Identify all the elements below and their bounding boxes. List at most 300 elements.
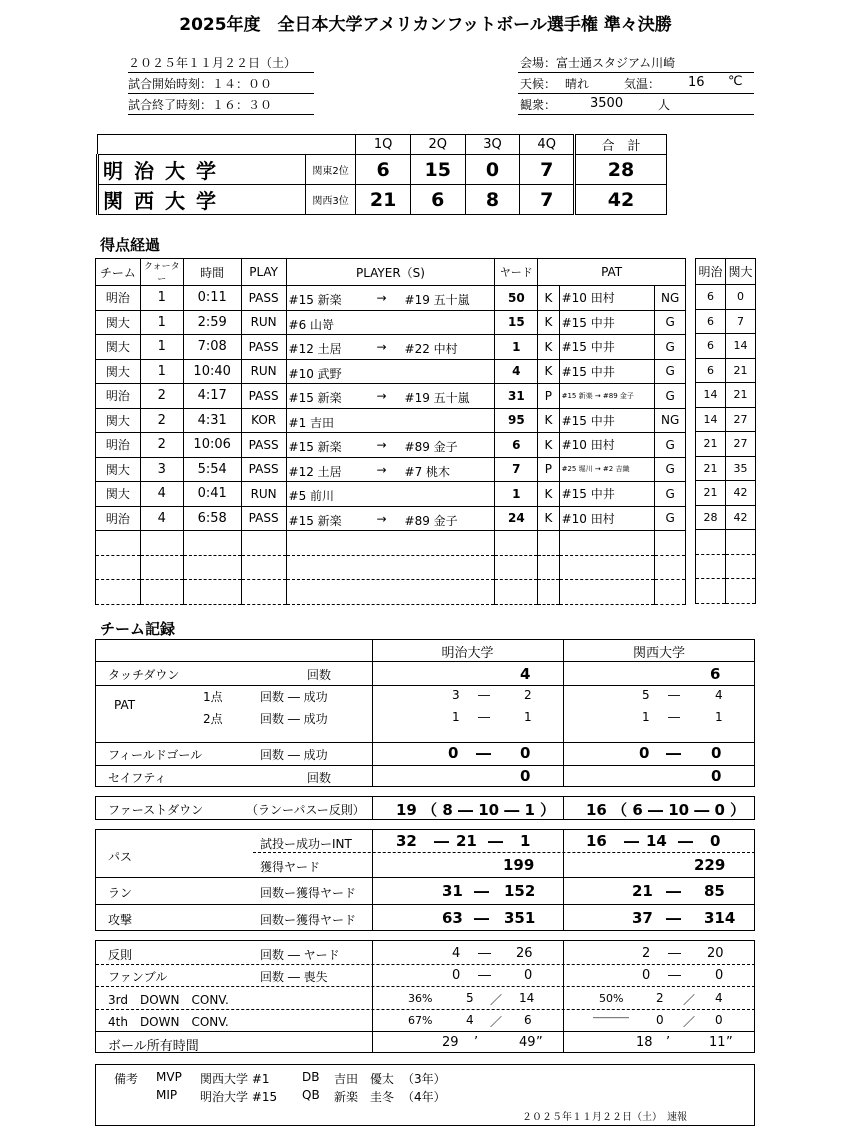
time-cell: 0:11 <box>183 286 241 311</box>
records-block-misc <box>95 940 755 1053</box>
minute-mark: ’ <box>666 1035 671 1050</box>
team-cell: 明治 <box>96 286 141 311</box>
end-time: 試合終了時刻：１６：３０ <box>128 98 273 112</box>
blank-cell <box>286 555 495 580</box>
run-unit: 回数ー獲得ヤード <box>260 886 357 900</box>
quarter-cell: 4 <box>140 506 183 531</box>
pat-result-cell: G <box>655 457 686 482</box>
dash: ― <box>478 946 491 961</box>
players-cell <box>286 408 495 433</box>
pat-type-cell: P <box>538 384 559 409</box>
second-mark: ” <box>726 1035 733 1050</box>
arrow-icon: → <box>376 511 387 526</box>
meiji-score: 6 <box>696 358 726 383</box>
run-a-att: 31 <box>442 882 463 900</box>
kandai-score: 42 <box>726 481 756 506</box>
team-cell: 関大 <box>96 359 141 384</box>
time-cell: 4:17 <box>183 384 241 409</box>
running-row <box>696 407 756 432</box>
fd-unit: （ランーパスー反則） <box>246 803 365 817</box>
fd-a: 19 （ 8 ― 10 ― 1 ） <box>396 801 556 819</box>
team-rank: 関西3位 <box>305 185 355 215</box>
q3-header: 3Q <box>465 135 520 155</box>
q4-header: 4Q <box>520 135 575 155</box>
pat-player-cell: #15 中井 <box>559 359 655 384</box>
blank-cell <box>183 580 241 605</box>
game-date: ２０２５年１１月２２日（土） <box>128 56 297 70</box>
quarter-cell: 1 <box>140 286 183 311</box>
fum-b-count: 0 <box>642 968 651 983</box>
pat-result-cell: G <box>655 310 686 335</box>
3rd-down-label: 3rd DOWN CONV. <box>108 993 229 1007</box>
dash: ― <box>478 710 490 724</box>
play-cell: RUN <box>241 310 286 335</box>
players-cell <box>286 457 495 482</box>
safety-label: セイフティ <box>108 771 167 785</box>
pat-type-cell: K <box>538 310 559 335</box>
pat-result-cell: G <box>655 482 686 507</box>
blank-cell <box>655 531 686 556</box>
pat-player-cell: #15 新楽 → #89 金子 <box>559 384 655 409</box>
players-cell <box>286 433 495 458</box>
slash: ／ <box>683 1015 696 1029</box>
dash: ― <box>474 882 489 900</box>
kandai-score: 21 <box>726 383 756 408</box>
pat-label: PAT <box>114 698 136 712</box>
running-row <box>696 285 756 310</box>
play-cell: RUN <box>241 482 286 507</box>
col-time: 時間 <box>183 259 241 286</box>
col-pat: PAT <box>538 259 686 286</box>
team-a-header: 明治大学 <box>441 646 494 661</box>
blank-cell <box>140 531 183 556</box>
time-cell: 10:40 <box>183 359 241 384</box>
quarter-score: 7 <box>520 155 575 185</box>
scoring-table <box>95 258 686 605</box>
pass-unit: 試投ー成功ーINT <box>260 837 352 851</box>
blank-cell <box>655 580 686 605</box>
pat-1pt-label: 1点 <box>203 690 223 704</box>
blank-cell <box>183 531 241 556</box>
running-row <box>696 432 756 457</box>
pat-result-cell: NG <box>655 408 686 433</box>
blank-row <box>96 531 686 556</box>
off-a-yd: 351 <box>504 909 536 927</box>
temp-unit: ℃ <box>728 74 743 89</box>
pat-player-cell: #10 田村 <box>559 506 655 531</box>
play-cell: PASS <box>241 506 286 531</box>
time-cell: 4:31 <box>183 408 241 433</box>
safety-b: 0 <box>711 767 722 785</box>
pat-type-cell: K <box>538 506 559 531</box>
players-cell <box>286 359 495 384</box>
running-score-table <box>695 258 756 604</box>
attendance-label: 観衆： <box>520 98 557 112</box>
passer: #15 新楽 <box>288 513 342 528</box>
blank-cell <box>696 579 726 604</box>
pat-result-cell: G <box>655 433 686 458</box>
team-name: 明治大学 <box>98 155 306 185</box>
blank-cell <box>140 580 183 605</box>
blank-cell <box>726 530 756 555</box>
run-b-yd: 85 <box>704 882 725 900</box>
running-row <box>696 505 756 530</box>
players-cell <box>286 384 495 409</box>
blank-cell <box>96 531 141 556</box>
pat-type-cell: K <box>538 408 559 433</box>
pat-type-cell: K <box>538 335 559 360</box>
team-cell: 明治 <box>96 506 141 531</box>
pat-result-cell: G <box>655 506 686 531</box>
scoring-row <box>96 408 686 433</box>
top-a-sec: 49 <box>519 1035 536 1050</box>
kandai-score: 0 <box>726 285 756 310</box>
yard-cell: 31 <box>495 384 538 409</box>
blank-cell <box>495 555 538 580</box>
fg-label: フィールドゴール <box>108 748 203 762</box>
pat-player-cell: #15 中井 <box>559 408 655 433</box>
meiji-score: 21 <box>696 481 726 506</box>
scoring-row <box>96 433 686 458</box>
time-cell: 7:08 <box>183 335 241 360</box>
play-cell: RUN <box>241 359 286 384</box>
meiji-score: 6 <box>696 334 726 359</box>
pass-b-att: 16 <box>586 832 607 850</box>
quarter-cell: 3 <box>140 457 183 482</box>
mip-name: 新楽 圭冬 <box>334 1090 395 1104</box>
kandai-score: 27 <box>726 407 756 432</box>
pat-b1-made: 4 <box>715 688 723 702</box>
d3-b-conv: 2 <box>656 991 664 1005</box>
arrow-icon: → <box>376 291 387 305</box>
mvp-year: （3年） <box>402 1072 446 1086</box>
yard-cell: 1 <box>495 482 538 507</box>
pat-type-cell: K <box>538 482 559 507</box>
quarter-score: 6 <box>410 185 465 215</box>
d4-b-att: 0 <box>715 1013 723 1027</box>
scoring-row <box>96 310 686 335</box>
team-cell: 明治 <box>96 384 141 409</box>
run-label: ラン <box>108 886 133 900</box>
slash: ／ <box>490 1015 503 1029</box>
quarter-cell: 1 <box>140 359 183 384</box>
pen-b-count: 2 <box>642 946 651 961</box>
pat-type-cell: K <box>538 286 559 311</box>
receiver: #22 中村 <box>404 342 458 356</box>
yard-cell: 50 <box>495 286 538 311</box>
pass-a-comp: 21 <box>456 832 477 850</box>
play-cell: KOR <box>241 408 286 433</box>
players-cell <box>286 310 495 335</box>
dash: ― <box>678 832 693 850</box>
pat-type-cell: P <box>538 457 559 482</box>
blank-cell <box>241 555 286 580</box>
blank-cell <box>140 555 183 580</box>
meiji-score: 6 <box>696 285 726 310</box>
dash: ― <box>474 909 489 927</box>
dash: ― <box>476 744 491 762</box>
receiver: #19 五十嵐 <box>404 391 470 405</box>
records-block-offense <box>95 829 755 931</box>
second-mark: ” <box>536 1035 543 1050</box>
blank-cell <box>538 580 559 605</box>
passer: #12 土居 <box>288 464 342 479</box>
blank-cell <box>96 580 141 605</box>
dash: ― <box>478 688 490 702</box>
pat-player-cell: #10 田村 <box>559 286 655 311</box>
off-b-yd: 314 <box>704 909 736 927</box>
col-yard: ヤード <box>495 259 538 286</box>
blank-cell <box>241 580 286 605</box>
mip-year: （4年） <box>402 1090 446 1104</box>
receiver: #89 金子 <box>404 513 458 528</box>
time-cell: 6:58 <box>183 506 241 531</box>
pass-b-yd: 229 <box>694 856 726 874</box>
team-name: 関西大学 <box>98 185 306 215</box>
scoring-title: 得点経過 <box>100 236 161 254</box>
pen-b-yd: 20 <box>707 946 724 961</box>
off-b-plays: 37 <box>632 909 653 927</box>
players-cell <box>286 286 495 311</box>
quarter-cell: 2 <box>140 408 183 433</box>
scoring-row <box>96 286 686 311</box>
d3-b-pct: 50% <box>599 992 624 1005</box>
team-rank: 関東2位 <box>305 155 355 185</box>
pat-player-cell: #15 中井 <box>559 482 655 507</box>
quarter-cell: 4 <box>140 482 183 507</box>
fg-unit: 回数 ― 成功 <box>260 748 328 762</box>
blank-cell <box>286 531 495 556</box>
fum-a-count: 0 <box>452 968 461 983</box>
scoring-row <box>96 482 686 507</box>
play-cell: PASS <box>241 384 286 409</box>
pat-2pt-label: 2点 <box>203 712 223 726</box>
penalty-unit: 回数 ― ヤード <box>260 948 340 962</box>
possession-label: ボール所有時間 <box>108 1039 199 1054</box>
dash: ― <box>666 882 681 900</box>
pat-b2-att: 1 <box>642 710 650 724</box>
fg-b-made: 0 <box>711 744 722 762</box>
scoring-row <box>96 384 686 409</box>
yard-cell: 4 <box>495 359 538 384</box>
receiver: #7 桃木 <box>404 464 451 479</box>
quarter-score: 15 <box>410 155 465 185</box>
blank-cell <box>559 580 655 605</box>
pat-player-cell: #15 中井 <box>559 335 655 360</box>
blank-cell <box>495 531 538 556</box>
col-kandai: 関大 <box>726 259 756 285</box>
mip-pos: QB <box>302 1088 320 1102</box>
d3-a-pct: 36% <box>408 992 433 1005</box>
col-play: PLAY <box>241 259 286 286</box>
run-b-att: 21 <box>632 882 653 900</box>
yard-cell: 24 <box>495 506 538 531</box>
pass-label: パス <box>108 850 133 864</box>
pat-a2-made: 1 <box>524 710 532 724</box>
blank-cell <box>286 580 495 605</box>
dash: ― <box>666 744 681 762</box>
running-row <box>696 383 756 408</box>
run-a-yd: 152 <box>504 882 536 900</box>
mip-team: 明治大学 #15 <box>200 1090 278 1104</box>
yard-cell: 95 <box>495 408 538 433</box>
penalty-label: 反則 <box>108 948 133 962</box>
meiji-score: 21 <box>696 456 726 481</box>
fum-a-lost: 0 <box>524 968 533 983</box>
offense-unit: 回数ー獲得ヤード <box>260 913 357 927</box>
scoring-row <box>96 457 686 482</box>
col-team: チーム <box>96 259 141 286</box>
pat-type-cell: K <box>538 359 559 384</box>
weather-label: 天候： <box>520 77 557 91</box>
d3-a-conv: 5 <box>466 991 474 1005</box>
scoring-row <box>96 359 686 384</box>
passer: #15 新楽 <box>288 391 342 405</box>
blank-row <box>96 580 686 605</box>
pat-result-cell: G <box>655 359 686 384</box>
quarter-cell: 1 <box>140 310 183 335</box>
kandai-score: 42 <box>726 505 756 530</box>
d4-a-att: 6 <box>524 1013 532 1027</box>
pat-result-cell: G <box>655 384 686 409</box>
fg-b-att: 0 <box>639 744 650 762</box>
td-unit: 回数 <box>307 668 332 682</box>
quarter-score: 6 <box>356 155 411 185</box>
team-cell: 関大 <box>96 408 141 433</box>
quarter-score: 21 <box>356 185 411 215</box>
fd-label: ファーストダウン <box>108 803 204 817</box>
fg-a-made: 0 <box>520 744 531 762</box>
blank-cell <box>559 555 655 580</box>
blank-cell <box>726 554 756 579</box>
time-cell: 5:54 <box>183 457 241 482</box>
pass-a-att: 32 <box>396 832 417 850</box>
blank-cell <box>538 555 559 580</box>
blank-cell <box>538 531 559 556</box>
arrow-icon: → <box>376 389 387 403</box>
blank-row <box>696 530 756 555</box>
kandai-score: 21 <box>726 358 756 383</box>
blank-row <box>96 555 686 580</box>
fd-b: 16 （ 6 ― 10 ― 0 ） <box>586 801 746 819</box>
yard-cell: 15 <box>495 310 538 335</box>
players-cell <box>286 482 495 507</box>
temp-label: 気温： <box>624 77 661 91</box>
pat-a1-att: 3 <box>452 688 460 702</box>
players-cell <box>286 506 495 531</box>
safety-a: 0 <box>520 767 531 785</box>
blank-cell <box>726 579 756 604</box>
off-a-plays: 63 <box>442 909 463 927</box>
fg-a-att: 0 <box>448 744 459 762</box>
dash: ― <box>668 946 681 961</box>
pat-result-cell: NG <box>655 286 686 311</box>
td-a: 4 <box>520 665 531 683</box>
kandai-score: 14 <box>726 334 756 359</box>
passer: #6 山嵜 <box>288 317 335 332</box>
blank-cell <box>655 555 686 580</box>
passer: #15 新楽 <box>288 293 342 307</box>
running-row <box>696 309 756 334</box>
attendance-unit: 人 <box>658 98 671 112</box>
pat-b2-made: 1 <box>715 710 723 724</box>
d3-a-att: 14 <box>519 991 535 1005</box>
running-row <box>696 358 756 383</box>
yard-cell: 7 <box>495 457 538 482</box>
yard-cell: 6 <box>495 433 538 458</box>
attendance: 3500 <box>590 96 624 111</box>
slash: ／ <box>683 993 696 1007</box>
records-block-scoring <box>95 639 755 787</box>
safety-unit: 回数 <box>307 771 332 785</box>
mvp-key: MVP <box>156 1070 182 1084</box>
pat-player-cell: #25 堀川 → #2 吉織 <box>559 457 655 482</box>
team-cell: 関大 <box>96 310 141 335</box>
4th-down-label: 4th DOWN CONV. <box>108 1015 229 1029</box>
d4-a-conv: 4 <box>466 1013 474 1027</box>
d3-b-att: 4 <box>715 991 723 1005</box>
meiji-score: 14 <box>696 407 726 432</box>
minute-mark: ’ <box>474 1035 479 1050</box>
team-cell: 関大 <box>96 457 141 482</box>
offense-label: 攻撃 <box>108 913 133 927</box>
notes-label: 備考 <box>114 1072 139 1086</box>
kandai-score: 7 <box>726 309 756 334</box>
pat-a1-made: 2 <box>524 688 532 702</box>
passer: #15 新楽 <box>288 440 342 454</box>
blank-cell <box>241 531 286 556</box>
dash: ― <box>668 710 680 724</box>
meiji-score: 14 <box>696 383 726 408</box>
running-row <box>696 334 756 359</box>
td-b: 6 <box>710 665 721 683</box>
pat-type-cell: K <box>538 433 559 458</box>
dash: ― <box>666 909 681 927</box>
passer: #10 武野 <box>288 366 342 381</box>
pat-a2-att: 1 <box>452 710 460 724</box>
time-cell: 10:06 <box>183 433 241 458</box>
total-header: 合 計 <box>575 135 667 155</box>
scoreboard <box>96 134 667 215</box>
top-b-sec: 11 <box>709 1035 726 1050</box>
team-cell: 関大 <box>96 335 141 360</box>
kandai-score: 35 <box>726 456 756 481</box>
mvp-pos: DB <box>302 1070 320 1084</box>
pass-b-int: 0 <box>710 832 721 850</box>
quarter-cell: 1 <box>140 335 183 360</box>
dash: ― <box>478 968 491 983</box>
passer: #1 吉田 <box>288 415 335 430</box>
total-score: 28 <box>575 155 667 185</box>
meiji-score: 21 <box>696 432 726 457</box>
venue: 会場：富士通スタジアム川崎 <box>520 56 676 70</box>
col-meiji: 明治 <box>696 259 726 285</box>
team-b-header: 関西大学 <box>632 646 685 661</box>
arrow-icon: → <box>376 462 387 477</box>
team-cell: 関大 <box>96 482 141 507</box>
blank-cell <box>559 531 655 556</box>
start-time: 試合開始時刻：１４：００ <box>128 77 273 91</box>
scoring-row <box>96 506 686 531</box>
q2-header: 2Q <box>410 135 465 155</box>
dash: ― <box>434 832 449 850</box>
passer: #12 土居 <box>288 342 342 356</box>
pat-result-cell: G <box>655 335 686 360</box>
receiver: #89 金子 <box>404 440 458 454</box>
quarter-cell: 2 <box>140 384 183 409</box>
play-cell: PASS <box>241 457 286 482</box>
notes-box <box>95 1064 755 1126</box>
